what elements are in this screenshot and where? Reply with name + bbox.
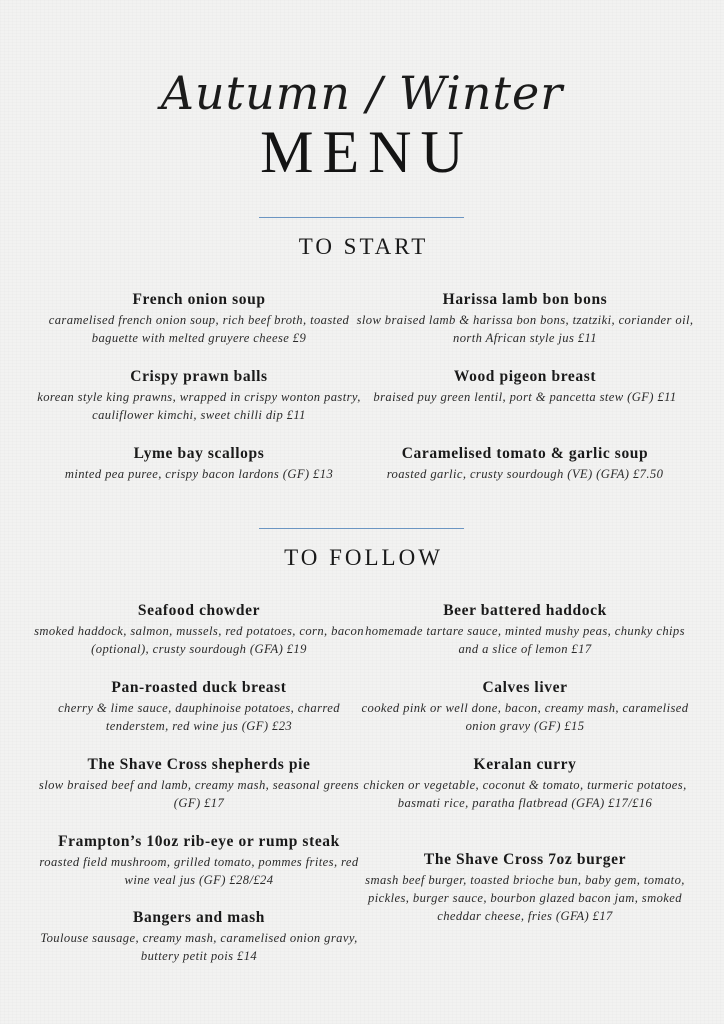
menu-item (354, 755, 696, 812)
item-description: smoked haddock, salmon, mussels, red potatoes, corn, bacon (optional), crusty sourdough (GFA) £19 (34, 624, 364, 656)
item-name: The Shave Cross 7oz burger (423, 851, 627, 868)
item-name: Pan-roasted duck breast (111, 679, 287, 696)
menu-item (28, 755, 370, 812)
item-description: Toulouse sausage, creamy mash, caramelised onion gravy, buttery petit pois £14 (40, 931, 358, 963)
item-description: caramelised french onion soup, rich beef broth, toasted baguette with melted gruyere cheese £9 (48, 313, 350, 345)
menu-item (28, 832, 370, 889)
item-name: Bangers and mash (133, 909, 265, 926)
menu-item (28, 678, 370, 735)
item-name: Lyme bay scallops (133, 445, 265, 462)
menu-item (28, 367, 370, 424)
menu-item (28, 290, 370, 347)
menu-item (354, 678, 696, 735)
menu-item (354, 850, 696, 925)
section-heading-start: TO START (298, 234, 429, 259)
menu-item (28, 908, 370, 965)
section-heading-follow: TO FOLLOW (284, 545, 443, 570)
item-description: smash beef burger, toasted brioche bun, baby gem, tomato, pickles, burger sauce, bourbon glazed bacon jam, smoked cheddar cheese, fries (GFA) £17 (365, 873, 685, 923)
item-description: chicken or vegetable, coconut & tomato, turmeric potatoes, basmati rice, paratha flatbread (GFA) £17/£16 (363, 778, 687, 810)
item-name: Frampton’s 10oz rib-eye or rump steak (58, 833, 340, 850)
item-description: cooked pink or well done, bacon, creamy mash, caramelised onion gravy (GF) £15 (361, 701, 689, 733)
item-description: slow braised beef and lamb, creamy mash, seasonal greens (GF) £17 (38, 778, 360, 810)
item-description: minted pea puree, crispy bacon lardons (GF) £13 (64, 467, 334, 481)
item-description: slow braised lamb & harissa bon bons, tzatziki, coriander oil, north African style jus £11 (356, 313, 694, 345)
item-name: Keralan curry (473, 756, 577, 773)
menu-item (354, 367, 696, 406)
item-name: French onion soup (132, 291, 266, 308)
divider-follow (259, 528, 464, 529)
menu-item (354, 444, 696, 483)
item-name: The Shave Cross shepherds pie (87, 756, 311, 773)
menu-item (28, 444, 370, 483)
menu-title: MENU (260, 119, 473, 185)
item-description: cherry & lime sauce, dauphinoise potatoes, charred tenderstem, red wine jus (GF) £23 (58, 701, 340, 733)
item-description: roasted garlic, crusty sourdough (VE) (GFA) £7.50 (386, 467, 664, 481)
item-name: Crispy prawn balls (130, 368, 268, 385)
item-description: homemade tartare sauce, minted mushy peas, chunky chips and a slice of lemon £17 (365, 624, 685, 656)
item-name: Seafood chowder (137, 602, 261, 619)
menu-item (354, 601, 696, 658)
item-description: roasted field mushroom, grilled tomato, pommes frites, red wine veal jus (GF) £28/£24 (39, 855, 359, 887)
menu-subtitle: Autumn / Winter (160, 66, 564, 120)
item-name: Beer battered haddock (443, 602, 607, 619)
item-description: korean style king prawns, wrapped in crispy wonton pastry, cauliflower kimchi, sweet chilli dip £11 (37, 390, 361, 422)
menu-item (354, 290, 696, 347)
menu-item (28, 601, 370, 658)
item-name: Calves liver (482, 679, 568, 696)
divider-start (259, 217, 464, 218)
item-name: Wood pigeon breast (453, 368, 597, 385)
item-name: Caramelised tomato & garlic soup (401, 445, 649, 462)
item-name: Harissa lamb bon bons (442, 291, 608, 308)
item-description: braised puy green lentil, port & pancetta stew (GF) £11 (373, 390, 677, 404)
